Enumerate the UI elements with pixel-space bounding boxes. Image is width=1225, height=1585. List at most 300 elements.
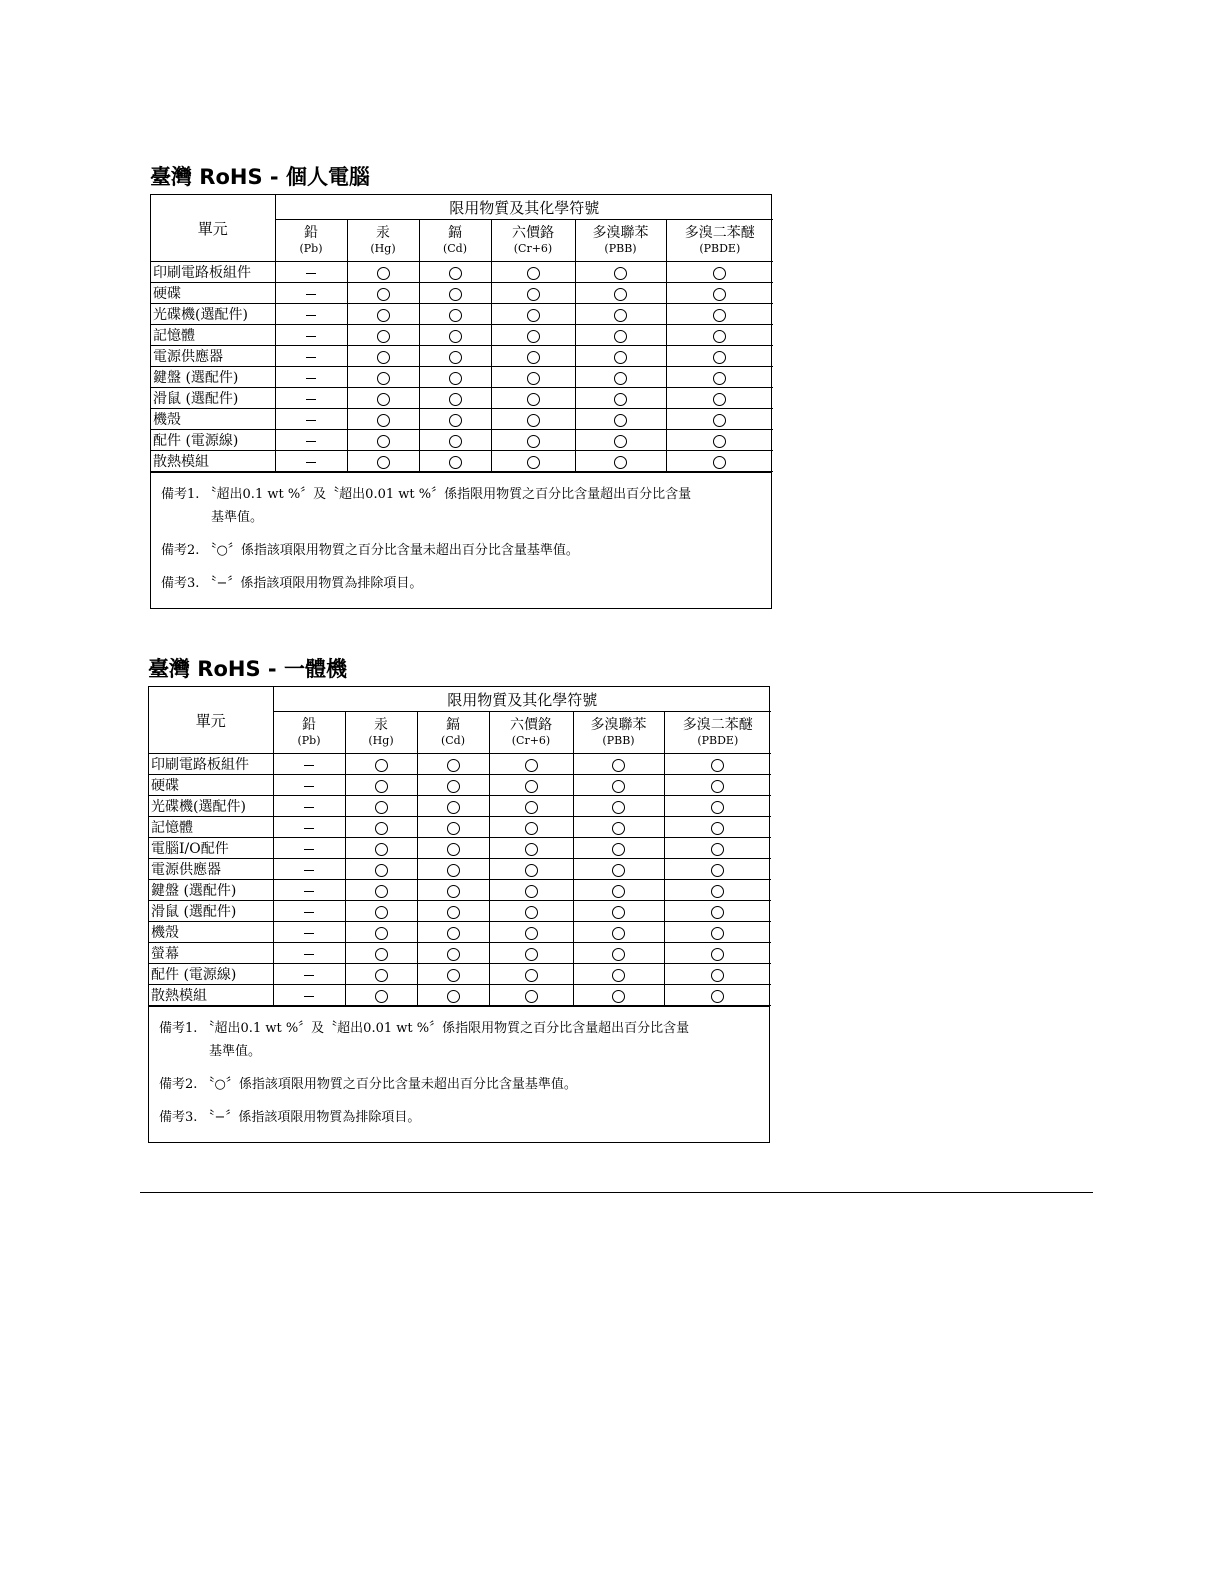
substance-name: 鎘 (446, 716, 460, 733)
exempt-mark (306, 273, 316, 274)
compliant-mark (377, 414, 390, 427)
compliant-mark (612, 759, 625, 772)
compliant-mark (612, 990, 625, 1003)
substance-cell (489, 964, 573, 985)
compliant-mark (711, 948, 724, 961)
substance-cell (664, 901, 771, 922)
unit-header: 單元 (151, 195, 275, 262)
substance-cell (666, 388, 773, 409)
substance-cell (347, 346, 419, 367)
compliant-mark (377, 309, 390, 322)
exempt-mark (304, 891, 314, 892)
substance-symbol: (Cd) (440, 734, 466, 748)
substance-cell (491, 325, 575, 346)
exempt-mark (304, 765, 314, 766)
substance-cell (419, 325, 491, 346)
compliant-mark (447, 801, 460, 814)
substance-cell (666, 451, 773, 472)
substance-cell (419, 283, 491, 304)
compliant-mark (449, 393, 462, 406)
component-name: 電腦I/O配件 (149, 838, 273, 859)
component-name: 螢幕 (149, 943, 273, 964)
exempt-mark (306, 336, 316, 337)
substance-header-hg (345, 712, 417, 754)
table-row (149, 817, 771, 838)
compliant-mark (612, 969, 625, 982)
exempt-mark (306, 399, 316, 400)
substance-cell (417, 901, 489, 922)
compliant-mark (614, 288, 627, 301)
substance-cell (666, 430, 773, 451)
compliant-mark (711, 969, 724, 982)
substance-cell (573, 901, 664, 922)
substance-name: 多溴聯苯 (592, 224, 649, 241)
compliant-mark (612, 906, 625, 919)
remark-line: 備考1. 〝超出0.1 wt %〞及〝超出0.01 wt %〞係指限用物質之百分比含量超出百分比含量 (159, 1021, 690, 1036)
substance-cell (417, 859, 489, 880)
remarks (151, 472, 771, 608)
compliant-mark (377, 372, 390, 385)
substance-cell (489, 922, 573, 943)
substance-header-pbb (573, 712, 664, 754)
substance-cell (575, 367, 666, 388)
exempt-mark (304, 933, 314, 934)
substance-cell (666, 367, 773, 388)
substance-cell (666, 346, 773, 367)
compliant-mark (614, 435, 627, 448)
compliant-mark (447, 864, 460, 877)
component-name: 散熱模組 (149, 985, 273, 1006)
compliant-mark (527, 267, 540, 280)
compliant-mark (527, 330, 540, 343)
table-row (151, 409, 773, 430)
substance-cell (664, 922, 771, 943)
component-name: 配件 (電源線) (151, 430, 275, 451)
substance-cell (664, 838, 771, 859)
substance-cell (664, 880, 771, 901)
substance-symbol: (PBB) (604, 242, 637, 256)
compliant-mark (377, 267, 390, 280)
substance-cell (491, 430, 575, 451)
substance-name: 多溴二苯醚 (682, 716, 753, 733)
component-name: 光碟機(選配件) (151, 304, 275, 325)
substance-cell (347, 367, 419, 388)
substance-cell (489, 796, 573, 817)
substance-cell (417, 985, 489, 1006)
component-name: 鍵盤 (選配件) (149, 880, 273, 901)
substance-cell (489, 880, 573, 901)
substance-cell (573, 964, 664, 985)
compliant-mark (713, 435, 726, 448)
substance-cell (347, 325, 419, 346)
substance-cell (489, 817, 573, 838)
substance-cell (273, 985, 345, 1006)
page-divider (140, 1192, 1093, 1193)
table-row (149, 859, 771, 880)
compliant-mark (527, 351, 540, 364)
compliant-mark (711, 990, 724, 1003)
remark-line: 備考3. 〝−〞係指該項限用物質為排除項目。 (161, 576, 423, 591)
substance-cell (573, 922, 664, 943)
substance-cell (273, 964, 345, 985)
substance-cell (417, 838, 489, 859)
compliant-mark (447, 990, 460, 1003)
compliant-mark (711, 885, 724, 898)
substance-cell (345, 880, 417, 901)
substance-cell (573, 985, 664, 1006)
substance-cell (345, 943, 417, 964)
component-name: 散熱模組 (151, 451, 275, 472)
compliant-mark (711, 780, 724, 793)
table-row (151, 388, 773, 409)
substance-cell (345, 859, 417, 880)
component-name: 硬碟 (149, 775, 273, 796)
substance-cell (664, 859, 771, 880)
exempt-mark (306, 294, 316, 295)
substance-cell (419, 451, 491, 472)
component-name: 印刷電路板組件 (149, 754, 273, 775)
compliant-mark (449, 414, 462, 427)
substance-cell (573, 754, 664, 775)
compliant-mark (447, 906, 460, 919)
component-name: 印刷電路板組件 (151, 262, 275, 283)
compliant-mark (713, 351, 726, 364)
compliant-mark (612, 927, 625, 940)
compliant-mark (527, 372, 540, 385)
substance-cell (573, 775, 664, 796)
substance-cell (664, 754, 771, 775)
substance-cell (573, 817, 664, 838)
compliant-mark (713, 330, 726, 343)
substance-cell (573, 880, 664, 901)
compliant-mark (525, 969, 538, 982)
substance-header-cd (419, 220, 491, 262)
compliant-mark (449, 372, 462, 385)
substance-cell (575, 283, 666, 304)
restricted-substances-header: 限用物質及其化學符號 (273, 687, 771, 712)
substance-cell (347, 388, 419, 409)
substance-cell (491, 262, 575, 283)
compliant-mark (612, 801, 625, 814)
table-row (149, 880, 771, 901)
substance-cell (273, 880, 345, 901)
remark-line: 備考2. 〝○〞係指該項限用物質之百分比含量未超出百分比含量基準值。 (161, 543, 579, 558)
compliant-mark (375, 885, 388, 898)
substance-cell (345, 775, 417, 796)
substance-cell (491, 409, 575, 430)
substance-cell (275, 451, 347, 472)
compliant-mark (527, 414, 540, 427)
substance-cell (419, 388, 491, 409)
substance-symbol: (PBB) (602, 734, 635, 748)
exempt-mark (304, 828, 314, 829)
substance-cell (417, 754, 489, 775)
substance-cell (347, 304, 419, 325)
compliant-mark (612, 822, 625, 835)
substance-cell (419, 346, 491, 367)
exempt-mark (304, 786, 314, 787)
compliant-mark (447, 969, 460, 982)
component-name: 電源供應器 (151, 346, 275, 367)
substance-cell (417, 880, 489, 901)
compliant-mark (713, 309, 726, 322)
substance-cell (575, 451, 666, 472)
compliant-mark (614, 393, 627, 406)
exempt-mark (306, 378, 316, 379)
table-row (151, 325, 773, 346)
remark-continuation: 基準值。 (209, 1044, 262, 1059)
compliant-mark (377, 435, 390, 448)
rohs-table-body (149, 687, 771, 1006)
rohs-table-body (151, 195, 773, 472)
substance-cell (275, 325, 347, 346)
compliant-mark (375, 948, 388, 961)
compliant-mark (612, 948, 625, 961)
remarks (149, 1006, 769, 1142)
rohs-table-frame (150, 194, 772, 609)
substance-cell (489, 901, 573, 922)
section-title: 臺灣 RoHS - 個人電腦 (150, 165, 370, 189)
compliant-mark (449, 288, 462, 301)
substance-cell (489, 754, 573, 775)
compliant-mark (375, 927, 388, 940)
table-row (149, 775, 771, 796)
compliant-mark (375, 780, 388, 793)
table-row (151, 367, 773, 388)
compliant-mark (377, 456, 390, 469)
substance-cell (347, 430, 419, 451)
exempt-mark (304, 807, 314, 808)
compliant-mark (614, 351, 627, 364)
compliant-mark (713, 267, 726, 280)
substance-cell (273, 754, 345, 775)
substance-cell (345, 796, 417, 817)
table-row (151, 262, 773, 283)
substance-cell (417, 943, 489, 964)
substance-cell (275, 388, 347, 409)
compliant-mark (614, 309, 627, 322)
compliant-mark (447, 759, 460, 772)
compliant-mark (375, 864, 388, 877)
substance-cell (666, 409, 773, 430)
substance-cell (275, 283, 347, 304)
compliant-mark (711, 822, 724, 835)
component-name: 硬碟 (151, 283, 275, 304)
substance-cell (347, 409, 419, 430)
section-title: 臺灣 RoHS - 一體機 (148, 657, 347, 681)
compliant-mark (377, 288, 390, 301)
substance-cell (575, 325, 666, 346)
compliant-mark (614, 414, 627, 427)
substance-cell (666, 325, 773, 346)
substance-cell (419, 430, 491, 451)
substance-cell (575, 304, 666, 325)
substance-cell (273, 922, 345, 943)
substance-name: 六價鉻 (510, 716, 552, 733)
substance-cell (273, 901, 345, 922)
compliant-mark (447, 927, 460, 940)
compliant-mark (449, 267, 462, 280)
substance-header-pbb (575, 220, 666, 262)
compliant-mark (447, 780, 460, 793)
compliant-mark (447, 948, 460, 961)
table-row (149, 901, 771, 922)
compliant-mark (614, 372, 627, 385)
rohs-table-frame (148, 686, 770, 1143)
substance-name: 鉛 (302, 716, 316, 733)
substance-cell (419, 367, 491, 388)
compliant-mark (711, 864, 724, 877)
table-row (149, 985, 771, 1006)
substance-cell (666, 304, 773, 325)
compliant-mark (377, 393, 390, 406)
substance-cell (273, 859, 345, 880)
compliant-mark (447, 843, 460, 856)
substance-cell (419, 304, 491, 325)
substance-name: 汞 (374, 716, 388, 733)
substance-cell (419, 262, 491, 283)
rohs-table (149, 687, 771, 1006)
substance-cell (573, 859, 664, 880)
substance-cell (345, 754, 417, 775)
component-name: 鍵盤 (選配件) (151, 367, 275, 388)
component-name: 記憶體 (149, 817, 273, 838)
substance-cell (345, 838, 417, 859)
substance-cell (347, 451, 419, 472)
table-row (151, 346, 773, 367)
substance-cell (345, 901, 417, 922)
substance-header-cr6 (489, 712, 573, 754)
compliant-mark (527, 393, 540, 406)
substance-cell (664, 943, 771, 964)
substance-cell (491, 283, 575, 304)
remark-line: 備考3. 〝−〞係指該項限用物質為排除項目。 (159, 1110, 421, 1125)
compliant-mark (377, 351, 390, 364)
compliant-mark (711, 801, 724, 814)
substance-cell (666, 262, 773, 283)
substance-cell (489, 985, 573, 1006)
substance-cell (489, 775, 573, 796)
compliant-mark (614, 330, 627, 343)
exempt-mark (304, 912, 314, 913)
unit-header: 單元 (149, 687, 273, 754)
remark-continuation: 基準值。 (211, 510, 264, 525)
compliant-mark (525, 759, 538, 772)
substance-cell (575, 262, 666, 283)
table-row (149, 943, 771, 964)
substance-cell (275, 409, 347, 430)
table-row (149, 754, 771, 775)
rohs-section-pc (150, 160, 772, 609)
compliant-mark (527, 288, 540, 301)
substance-cell (489, 838, 573, 859)
compliant-mark (375, 843, 388, 856)
substance-symbol: (Pb) (297, 734, 321, 748)
substance-name: 多溴聯苯 (590, 716, 647, 733)
substance-cell (664, 985, 771, 1006)
compliant-mark (713, 372, 726, 385)
table-row (151, 304, 773, 325)
compliant-mark (525, 885, 538, 898)
rohs-table (151, 195, 773, 472)
compliant-mark (711, 759, 724, 772)
compliant-mark (614, 456, 627, 469)
substance-symbol: (Pb) (299, 242, 323, 256)
substance-cell (491, 304, 575, 325)
compliant-mark (375, 822, 388, 835)
substance-cell (489, 859, 573, 880)
compliant-mark (525, 801, 538, 814)
substance-cell (347, 283, 419, 304)
compliant-mark (447, 822, 460, 835)
exempt-mark (306, 357, 316, 358)
component-name: 電源供應器 (149, 859, 273, 880)
compliant-mark (612, 864, 625, 877)
substance-cell (275, 346, 347, 367)
substance-symbol: (Cr+6) (513, 242, 553, 256)
substance-cell (417, 775, 489, 796)
compliant-mark (713, 288, 726, 301)
compliant-mark (711, 927, 724, 940)
substance-cell (419, 409, 491, 430)
exempt-mark (304, 975, 314, 976)
substance-cell (491, 367, 575, 388)
substance-symbol: (Cd) (442, 242, 468, 256)
table-row (151, 283, 773, 304)
compliant-mark (447, 885, 460, 898)
substance-name: 六價鉻 (512, 224, 554, 241)
substance-cell (664, 775, 771, 796)
compliant-mark (612, 843, 625, 856)
compliant-mark (612, 885, 625, 898)
compliant-mark (525, 822, 538, 835)
remark-line: 備考1. 〝超出0.1 wt %〞及〝超出0.01 wt %〞係指限用物質之百分比含量超出百分比含量 (161, 487, 692, 502)
substance-header-pbde (666, 220, 773, 262)
component-name: 機殼 (151, 409, 275, 430)
compliant-mark (525, 843, 538, 856)
substance-cell (273, 838, 345, 859)
exempt-mark (306, 420, 316, 421)
substance-cell (491, 346, 575, 367)
substance-cell (417, 922, 489, 943)
compliant-mark (525, 948, 538, 961)
substance-cell (575, 430, 666, 451)
compliant-mark (527, 435, 540, 448)
substance-cell (273, 943, 345, 964)
substance-cell (575, 388, 666, 409)
component-name: 配件 (電源線) (149, 964, 273, 985)
substance-symbol: (PBDE) (697, 734, 739, 748)
substance-cell (345, 817, 417, 838)
exempt-mark (306, 441, 316, 442)
substance-cell (345, 985, 417, 1006)
exempt-mark (304, 996, 314, 997)
compliant-mark (375, 759, 388, 772)
substance-cell (273, 775, 345, 796)
restricted-substances-header: 限用物質及其化學符號 (275, 195, 773, 220)
substance-cell (491, 451, 575, 472)
substance-name: 鉛 (304, 224, 318, 241)
compliant-mark (713, 456, 726, 469)
table-row (151, 430, 773, 451)
substance-cell (417, 964, 489, 985)
rohs-section-aio (148, 652, 770, 1143)
substance-cell (575, 409, 666, 430)
compliant-mark (525, 927, 538, 940)
compliant-mark (449, 309, 462, 322)
exempt-mark (304, 870, 314, 871)
substance-header-cr6 (491, 220, 575, 262)
